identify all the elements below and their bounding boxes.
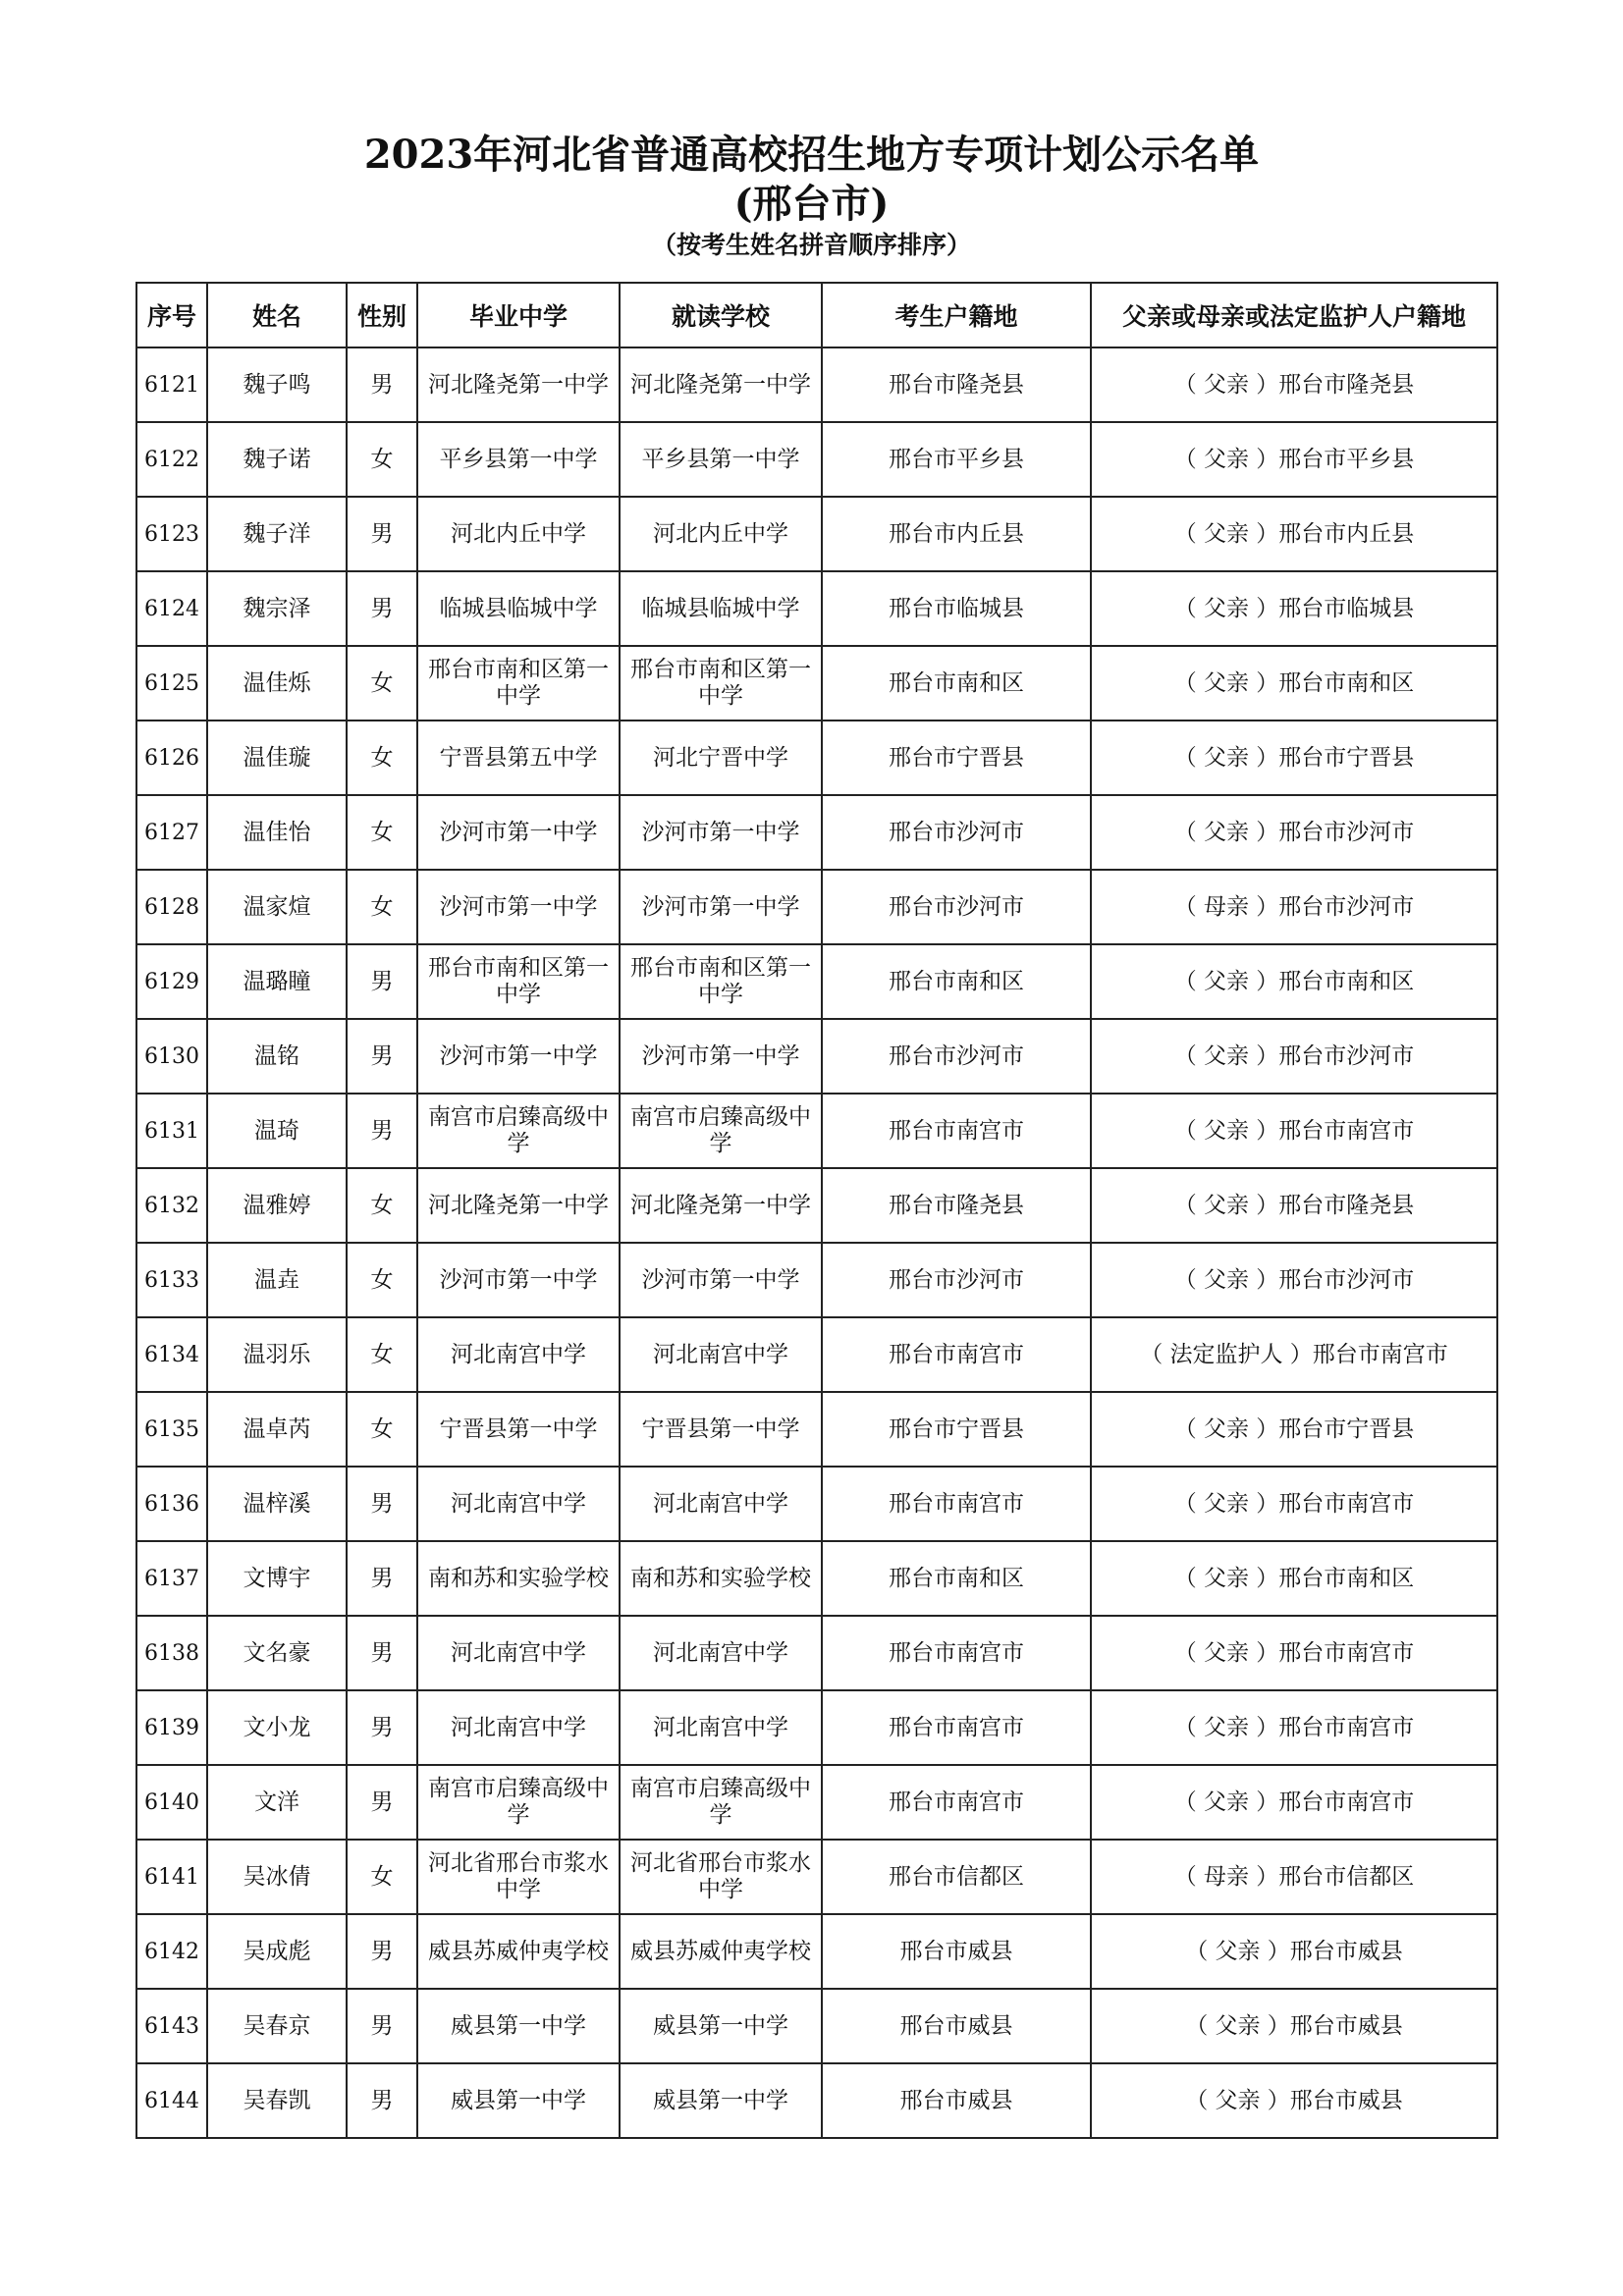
cell-name: 文名豪 xyxy=(207,1616,347,1690)
cell-name: 文洋 xyxy=(207,1765,347,1840)
table-row xyxy=(136,1019,1497,1094)
cell-household-registration: 邢台市南宫市 xyxy=(822,1317,1091,1392)
cell-guardian-registration: （ 父亲 ）邢台市南和区 xyxy=(1091,1541,1497,1616)
cell-graduated-school: 宁晋县第五中学 xyxy=(417,721,620,795)
cell-graduated-school: 沙河市第一中学 xyxy=(417,1019,620,1094)
cell-graduated-school: 威县第一中学 xyxy=(417,1989,620,2063)
cell-gender: 女 xyxy=(347,422,417,497)
cell-gender: 女 xyxy=(347,1317,417,1392)
cell-gender: 男 xyxy=(347,497,417,571)
cell-household-registration: 邢台市南宫市 xyxy=(822,1616,1091,1690)
cell-current-school: 沙河市第一中学 xyxy=(620,870,822,944)
cell-current-school: 邢台市南和区第一中学 xyxy=(620,944,822,1019)
cell-guardian-registration: （ 父亲 ）邢台市隆尧县 xyxy=(1091,347,1497,422)
cell-gender: 女 xyxy=(347,1168,417,1243)
cell-index: 6131 xyxy=(136,1094,207,1168)
cell-household-registration: 邢台市南宫市 xyxy=(822,1467,1091,1541)
cell-household-registration: 邢台市威县 xyxy=(822,2063,1091,2138)
cell-current-school: 威县第一中学 xyxy=(620,1989,822,2063)
table-row xyxy=(136,1765,1497,1840)
header-gender: 性别 xyxy=(347,283,417,347)
cell-gender: 男 xyxy=(347,1541,417,1616)
table-row xyxy=(136,646,1497,721)
cell-household-registration: 邢台市平乡县 xyxy=(822,422,1091,497)
cell-guardian-registration: （ 父亲 ）邢台市南和区 xyxy=(1091,944,1497,1019)
cell-graduated-school: 河北内丘中学 xyxy=(417,497,620,571)
cell-guardian-registration: （ 父亲 ）邢台市沙河市 xyxy=(1091,1019,1497,1094)
cell-graduated-school: 河北南宫中学 xyxy=(417,1317,620,1392)
cell-name: 魏宗泽 xyxy=(207,571,347,646)
table-row xyxy=(136,1541,1497,1616)
cell-gender: 女 xyxy=(347,870,417,944)
cell-name: 温佳璇 xyxy=(207,721,347,795)
cell-graduated-school: 宁晋县第一中学 xyxy=(417,1392,620,1467)
cell-current-school: 河北南宫中学 xyxy=(620,1690,822,1765)
cell-guardian-registration: （ 父亲 ）邢台市南和区 xyxy=(1091,646,1497,721)
cell-gender: 女 xyxy=(347,795,417,870)
cell-name: 温雅婷 xyxy=(207,1168,347,1243)
cell-graduated-school: 威县第一中学 xyxy=(417,2063,620,2138)
cell-name: 魏子诺 xyxy=(207,422,347,497)
cell-index: 6143 xyxy=(136,1989,207,2063)
table-row xyxy=(136,795,1497,870)
cell-household-registration: 邢台市南宫市 xyxy=(822,1094,1091,1168)
cell-gender: 男 xyxy=(347,347,417,422)
header-name: 姓名 xyxy=(207,283,347,347)
cell-graduated-school: 河北南宫中学 xyxy=(417,1616,620,1690)
cell-current-school: 沙河市第一中学 xyxy=(620,795,822,870)
table-row xyxy=(136,1840,1497,1914)
cell-graduated-school: 河北南宫中学 xyxy=(417,1690,620,1765)
cell-current-school: 河北隆尧第一中学 xyxy=(620,347,822,422)
cell-guardian-registration: （ 父亲 ）邢台市沙河市 xyxy=(1091,1243,1497,1317)
table-row xyxy=(136,1094,1497,1168)
header-index: 序号 xyxy=(136,283,207,347)
cell-name: 吴春凯 xyxy=(207,2063,347,2138)
cell-index: 6129 xyxy=(136,944,207,1019)
cell-gender: 男 xyxy=(347,1989,417,2063)
cell-name: 文小龙 xyxy=(207,1690,347,1765)
table-row xyxy=(136,721,1497,795)
cell-household-registration: 邢台市隆尧县 xyxy=(822,347,1091,422)
cell-gender: 女 xyxy=(347,1840,417,1914)
table-row xyxy=(136,1467,1497,1541)
cell-guardian-registration: （ 父亲 ）邢台市南宫市 xyxy=(1091,1690,1497,1765)
cell-guardian-registration: （ 父亲 ）邢台市宁晋县 xyxy=(1091,721,1497,795)
table-row xyxy=(136,944,1497,1019)
cell-household-registration: 邢台市宁晋县 xyxy=(822,721,1091,795)
cell-index: 6133 xyxy=(136,1243,207,1317)
cell-index: 6135 xyxy=(136,1392,207,1467)
cell-current-school: 河北南宫中学 xyxy=(620,1317,822,1392)
cell-gender: 男 xyxy=(347,1765,417,1840)
cell-index: 6139 xyxy=(136,1690,207,1765)
cell-index: 6121 xyxy=(136,347,207,422)
cell-guardian-registration: （ 父亲 ）邢台市内丘县 xyxy=(1091,497,1497,571)
cell-current-school: 河北省邢台市浆水中学 xyxy=(620,1840,822,1914)
cell-graduated-school: 沙河市第一中学 xyxy=(417,1243,620,1317)
cell-name: 文博宇 xyxy=(207,1541,347,1616)
cell-current-school: 平乡县第一中学 xyxy=(620,422,822,497)
cell-name: 温璐瞳 xyxy=(207,944,347,1019)
cell-gender: 男 xyxy=(347,1467,417,1541)
cell-name: 温佳烁 xyxy=(207,646,347,721)
cell-name: 温卓芮 xyxy=(207,1392,347,1467)
table-row xyxy=(136,1392,1497,1467)
cell-index: 6124 xyxy=(136,571,207,646)
cell-current-school: 威县第一中学 xyxy=(620,2063,822,2138)
cell-gender: 男 xyxy=(347,1616,417,1690)
cell-guardian-registration: （ 父亲 ）邢台市威县 xyxy=(1091,1914,1497,1989)
cell-current-school: 河北隆尧第一中学 xyxy=(620,1168,822,1243)
cell-current-school: 南宫市启臻高级中学 xyxy=(620,1765,822,1840)
table-row xyxy=(136,497,1497,571)
cell-gender: 女 xyxy=(347,646,417,721)
cell-index: 6127 xyxy=(136,795,207,870)
cell-gender: 女 xyxy=(347,721,417,795)
cell-guardian-registration: （ 父亲 ）邢台市沙河市 xyxy=(1091,795,1497,870)
cell-name: 温家煊 xyxy=(207,870,347,944)
cell-graduated-school: 临城县临城中学 xyxy=(417,571,620,646)
cell-graduated-school: 邢台市南和区第一中学 xyxy=(417,944,620,1019)
cell-name: 温梓溪 xyxy=(207,1467,347,1541)
cell-index: 6138 xyxy=(136,1616,207,1690)
table-row xyxy=(136,347,1497,422)
header-current-school: 就读学校 xyxy=(620,283,822,347)
cell-graduated-school: 南宫市启臻高级中学 xyxy=(417,1094,620,1168)
cell-graduated-school: 沙河市第一中学 xyxy=(417,870,620,944)
cell-index: 6140 xyxy=(136,1765,207,1840)
cell-household-registration: 邢台市沙河市 xyxy=(822,1019,1091,1094)
cell-current-school: 南和苏和实验学校 xyxy=(620,1541,822,1616)
cell-graduated-school: 河北隆尧第一中学 xyxy=(417,347,620,422)
cell-index: 6126 xyxy=(136,721,207,795)
cell-household-registration: 邢台市南宫市 xyxy=(822,1765,1091,1840)
cell-guardian-registration: （ 父亲 ）邢台市南宫市 xyxy=(1091,1094,1497,1168)
cell-index: 6130 xyxy=(136,1019,207,1094)
document-title: 2023年河北省普通高校招生地方专项计划公示名单 xyxy=(363,132,1260,178)
cell-gender: 女 xyxy=(347,1392,417,1467)
cell-name: 魏子洋 xyxy=(207,497,347,571)
cell-graduated-school: 南和苏和实验学校 xyxy=(417,1541,620,1616)
cell-graduated-school: 沙河市第一中学 xyxy=(417,795,620,870)
table-row xyxy=(136,1168,1497,1243)
cell-gender: 男 xyxy=(347,2063,417,2138)
cell-current-school: 威县苏威仲夷学校 xyxy=(620,1914,822,1989)
sort-note: （按考生姓名拼音顺序排序） xyxy=(651,231,971,259)
cell-guardian-registration: （ 父亲 ）邢台市临城县 xyxy=(1091,571,1497,646)
table-row xyxy=(136,1317,1497,1392)
cell-name: 温垚 xyxy=(207,1243,347,1317)
cell-household-registration: 邢台市威县 xyxy=(822,1914,1091,1989)
cell-guardian-registration: （ 母亲 ）邢台市沙河市 xyxy=(1091,870,1497,944)
table-row xyxy=(136,2063,1497,2138)
cell-gender: 男 xyxy=(347,1690,417,1765)
header-graduated-school: 毕业中学 xyxy=(417,283,620,347)
cell-household-registration: 邢台市信都区 xyxy=(822,1840,1091,1914)
cell-current-school: 南宫市启臻高级中学 xyxy=(620,1094,822,1168)
cell-name: 吴冰倩 xyxy=(207,1840,347,1914)
cell-household-registration: 邢台市南和区 xyxy=(822,646,1091,721)
cell-household-registration: 邢台市沙河市 xyxy=(822,870,1091,944)
cell-index: 6136 xyxy=(136,1467,207,1541)
cell-name: 温琦 xyxy=(207,1094,347,1168)
cell-index: 6132 xyxy=(136,1168,207,1243)
cell-guardian-registration: （ 父亲 ）邢台市威县 xyxy=(1091,2063,1497,2138)
cell-household-registration: 邢台市隆尧县 xyxy=(822,1168,1091,1243)
cell-current-school: 邢台市南和区第一中学 xyxy=(620,646,822,721)
table-row xyxy=(136,1914,1497,1989)
cell-name: 吴成彪 xyxy=(207,1914,347,1989)
cell-gender: 男 xyxy=(347,571,417,646)
admission-list-table xyxy=(135,282,1498,2139)
cell-graduated-school: 河北省邢台市浆水中学 xyxy=(417,1840,620,1914)
cell-name: 吴春京 xyxy=(207,1989,347,2063)
cell-graduated-school: 邢台市南和区第一中学 xyxy=(417,646,620,721)
cell-gender: 男 xyxy=(347,1094,417,1168)
cell-graduated-school: 河北南宫中学 xyxy=(417,1467,620,1541)
cell-index: 6125 xyxy=(136,646,207,721)
cell-guardian-registration: （ 父亲 ）邢台市南宫市 xyxy=(1091,1467,1497,1541)
cell-household-registration: 邢台市临城县 xyxy=(822,571,1091,646)
cell-index: 6134 xyxy=(136,1317,207,1392)
table-header-row xyxy=(136,283,1497,347)
cell-index: 6128 xyxy=(136,870,207,944)
cell-gender: 女 xyxy=(347,1243,417,1317)
cell-index: 6144 xyxy=(136,2063,207,2138)
cell-guardian-registration: （ 父亲 ）邢台市南宫市 xyxy=(1091,1616,1497,1690)
document-subtitle: (邢台市) xyxy=(733,181,890,227)
table-row xyxy=(136,870,1497,944)
header-guardian-registration: 父亲或母亲或法定监护人户籍地 xyxy=(1091,283,1497,347)
cell-household-registration: 邢台市沙河市 xyxy=(822,1243,1091,1317)
cell-name: 温佳怡 xyxy=(207,795,347,870)
cell-guardian-registration: （ 父亲 ）邢台市平乡县 xyxy=(1091,422,1497,497)
cell-current-school: 沙河市第一中学 xyxy=(620,1019,822,1094)
table-row xyxy=(136,1989,1497,2063)
cell-guardian-registration: （ 父亲 ）邢台市隆尧县 xyxy=(1091,1168,1497,1243)
cell-household-registration: 邢台市内丘县 xyxy=(822,497,1091,571)
cell-guardian-registration: （ 母亲 ）邢台市信都区 xyxy=(1091,1840,1497,1914)
cell-gender: 男 xyxy=(347,1914,417,1989)
cell-current-school: 临城县临城中学 xyxy=(620,571,822,646)
cell-name: 温铭 xyxy=(207,1019,347,1094)
cell-index: 6141 xyxy=(136,1840,207,1914)
cell-current-school: 河北内丘中学 xyxy=(620,497,822,571)
cell-household-registration: 邢台市宁晋县 xyxy=(822,1392,1091,1467)
table-row xyxy=(136,571,1497,646)
cell-gender: 男 xyxy=(347,944,417,1019)
header-household-registration: 考生户籍地 xyxy=(822,283,1091,347)
cell-graduated-school: 平乡县第一中学 xyxy=(417,422,620,497)
table-row xyxy=(136,1616,1497,1690)
cell-index: 6122 xyxy=(136,422,207,497)
cell-household-registration: 邢台市威县 xyxy=(822,1989,1091,2063)
cell-index: 6123 xyxy=(136,497,207,571)
cell-current-school: 河北南宫中学 xyxy=(620,1616,822,1690)
cell-household-registration: 邢台市南和区 xyxy=(822,944,1091,1019)
cell-household-registration: 邢台市沙河市 xyxy=(822,795,1091,870)
cell-name: 魏子鸣 xyxy=(207,347,347,422)
cell-guardian-registration: （ 父亲 ）邢台市南宫市 xyxy=(1091,1765,1497,1840)
cell-graduated-school: 河北隆尧第一中学 xyxy=(417,1168,620,1243)
cell-current-school: 宁晋县第一中学 xyxy=(620,1392,822,1467)
cell-name: 温羽乐 xyxy=(207,1317,347,1392)
cell-current-school: 沙河市第一中学 xyxy=(620,1243,822,1317)
table-row xyxy=(136,1243,1497,1317)
cell-household-registration: 邢台市南宫市 xyxy=(822,1690,1091,1765)
cell-guardian-registration: （ 父亲 ）邢台市宁晋县 xyxy=(1091,1392,1497,1467)
cell-index: 6137 xyxy=(136,1541,207,1616)
table-row xyxy=(136,1690,1497,1765)
cell-guardian-registration: （ 法定监护人 ）邢台市南宫市 xyxy=(1091,1317,1497,1392)
cell-guardian-registration: （ 父亲 ）邢台市威县 xyxy=(1091,1989,1497,2063)
cell-current-school: 河北南宫中学 xyxy=(620,1467,822,1541)
cell-graduated-school: 南宫市启臻高级中学 xyxy=(417,1765,620,1840)
cell-index: 6142 xyxy=(136,1914,207,1989)
table-row xyxy=(136,422,1497,497)
cell-current-school: 河北宁晋中学 xyxy=(620,721,822,795)
cell-graduated-school: 威县苏威仲夷学校 xyxy=(417,1914,620,1989)
cell-gender: 男 xyxy=(347,1019,417,1094)
cell-household-registration: 邢台市南和区 xyxy=(822,1541,1091,1616)
